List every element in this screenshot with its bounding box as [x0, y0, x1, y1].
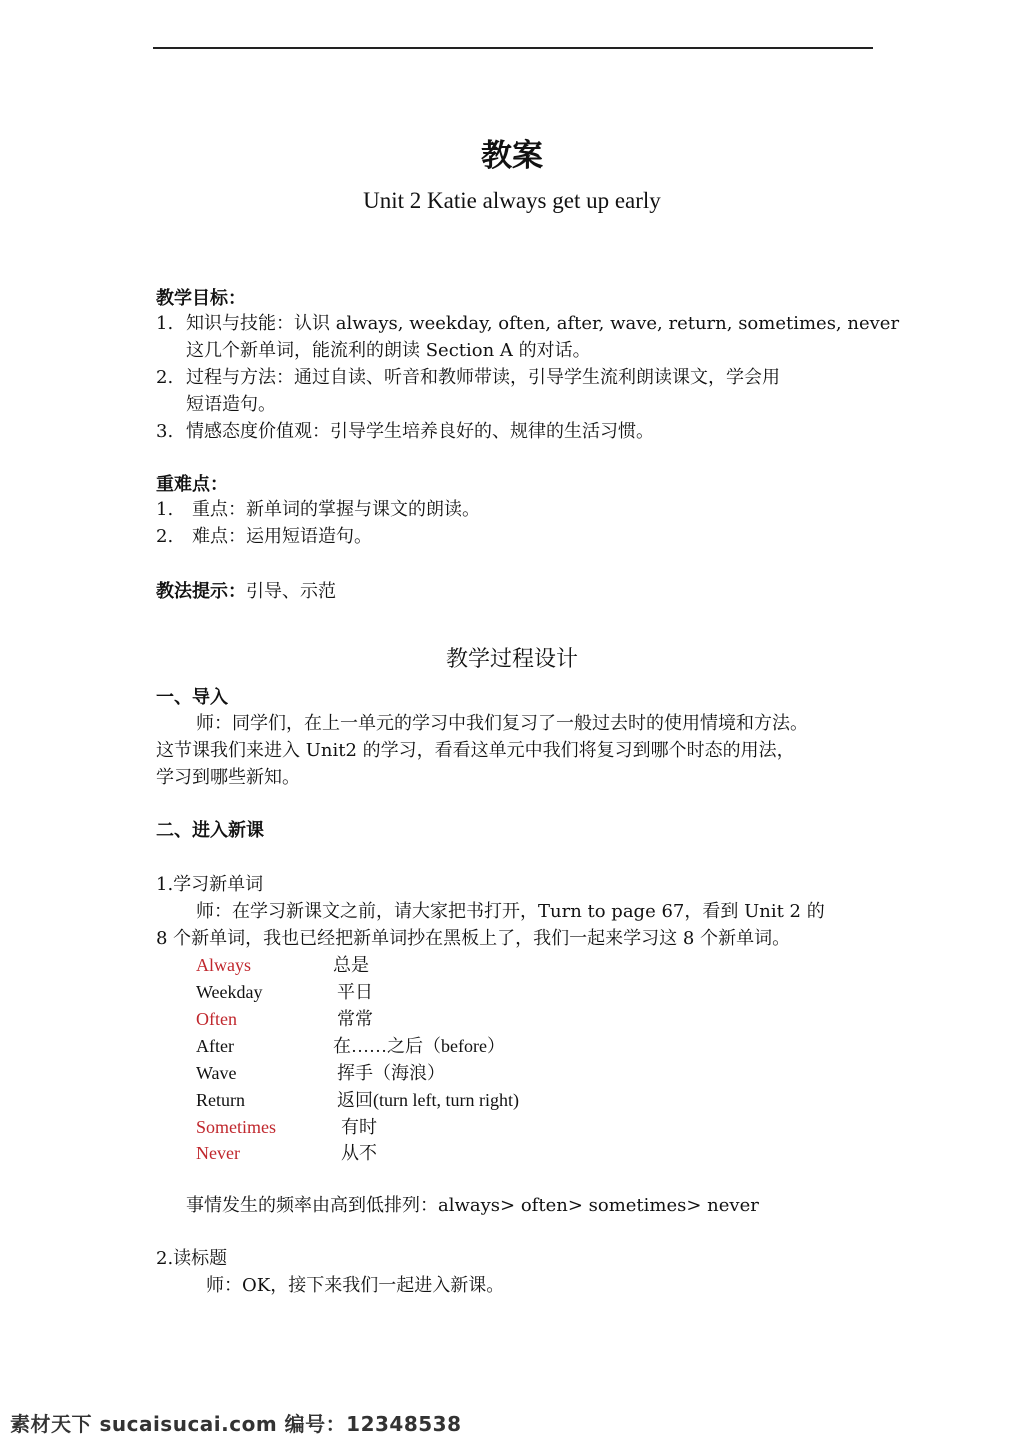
section1-line: 师：同学们，在上一单元的学习中我们复习了一般过去时的使用情境和方法。: [196, 713, 808, 734]
vocab-word: After: [196, 1036, 234, 1056]
keypoint-num: 1.: [156, 499, 174, 520]
vocab-word: Never: [196, 1143, 240, 1163]
vocab-word: Often: [196, 1009, 237, 1029]
objective-num: 1.: [156, 313, 174, 334]
vocab-meaning: 常常: [337, 1009, 373, 1029]
vocab-meaning: 总是: [333, 955, 369, 975]
frequency-line: 事情发生的频率由高到低排列：always> often> sometimes> never: [186, 1195, 759, 1216]
step1-line: 8 个新单词，我也已经把新单词抄在黑板上了，我们一起来学习这 8 个新单词。: [156, 928, 791, 949]
objective-line: 这几个新单词，能流利的朗读 Section A 的对话。: [186, 340, 591, 361]
step2-line: 师：OK，接下来我们一起进入新课。: [206, 1275, 505, 1296]
objective-num: 3.: [156, 421, 174, 442]
methods-line: [156, 578, 336, 605]
vocab-word: Return: [196, 1090, 245, 1110]
vocab-meaning: 平日: [337, 982, 373, 1002]
keypoint-num: 2.: [156, 526, 174, 547]
page-title: 教案: [481, 138, 543, 174]
vocab-meaning: 在……之后（before）: [333, 1036, 505, 1056]
methods-label: 教法提示：: [156, 581, 246, 602]
keypoint-text: 难点：运用短语造句。: [192, 526, 372, 547]
vocab-word: Sometimes: [196, 1117, 276, 1137]
section1-heading: 一、导入: [156, 687, 228, 708]
section1-line: 学习到哪些新知。: [156, 767, 300, 788]
vocab-meaning: 返回(turn left, turn right): [337, 1090, 519, 1110]
vocab-word: Always: [196, 955, 251, 975]
keypoints-heading: 重难点：: [156, 474, 228, 495]
vocab-word: Weekday: [196, 982, 263, 1002]
page-subtitle: Unit 2 Katie always get up early: [363, 188, 661, 213]
objective-line: 短语造句。: [186, 394, 276, 415]
objective-num: 2.: [156, 367, 174, 388]
vocab-meaning: 有时: [341, 1117, 377, 1137]
objectives-heading: 教学目标：: [156, 288, 246, 309]
header-rule: [153, 47, 873, 49]
watermark-bar: [0, 1402, 1024, 1442]
methods-value: 引导、示范: [246, 581, 336, 602]
process-title: 教学过程设计: [445, 647, 578, 672]
vocab-meaning: 从不: [341, 1143, 377, 1163]
step1-line: 师：在学习新课文之前，请大家把书打开，Turn to page 67，看到 Unit 2 的: [196, 901, 825, 922]
objective-line: 情感态度价值观：引导学生培养良好的、规律的生活习惯。: [186, 421, 654, 442]
keypoint-text: 重点：新单词的掌握与课文的朗读。: [192, 499, 480, 520]
vocab-meaning: 挥手（海浪）: [337, 1063, 445, 1083]
section2-heading: 二、进入新课: [156, 820, 264, 841]
section1-line: 这节课我们来进入 Unit2 的学习，看看这单元中我们将复习到哪个时态的用法，: [156, 740, 795, 761]
objective-line: 知识与技能：认识 always, weekday, often, after, wave, return, sometimes, never: [186, 313, 900, 334]
vocab-word: Wave: [196, 1063, 237, 1083]
step1-heading: 1.学习新单词: [156, 874, 264, 895]
objective-line: 过程与方法：通过自读、听音和教师带读，引导学生流利朗读课文，学会用: [186, 367, 780, 388]
watermark-text: 素材天下 sucaisucai.com 编号：12348538: [10, 1412, 462, 1436]
step2-heading: 2.读标题: [156, 1248, 228, 1269]
